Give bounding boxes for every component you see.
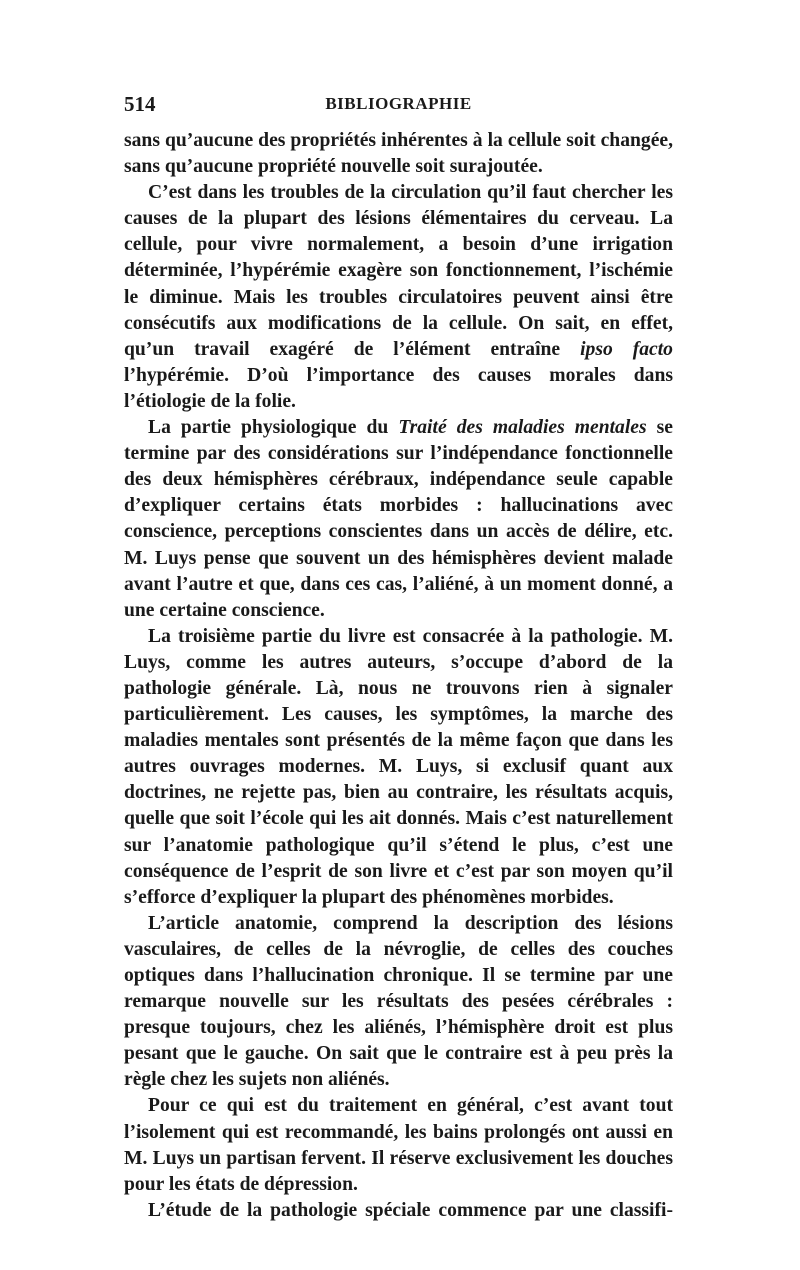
page-header [124,92,673,122]
page-number: 514 [124,92,156,116]
italic-book-title: Traité des maladies mentales [398,417,647,439]
paragraph-4: La troisième partie du livre est consacrée à la pathologie. M. Luys, comme les autres auteurs, s’occupe d’abord de la pathologie générale. Là, nous ne trouvons rien à signaler particulièrement. Les causes, les symptômes, la marche des maladies mentales sont présentés de la même façon que dans les autres ouvrages modernes. M. Luys, si exclusif quant aux doctrines, ne rejette pas, bien au contraire, les résultats acquis, quelle que soit l’école qui les ait donnés. Mais c’est naturellement sur l’anatomie pathologique qu’il s’étend le plus, c’est une conséquence de l’esprit de son livre et c’est par son moyen qu’il s’efforce d’expliquer la plupart des phénomènes morbides. [124,625,673,908]
italic-ipso-facto: ipso facto [580,338,673,360]
paragraph-6: Pour ce qui est du traitement en général, c’est avant tout l’isolement qui est recommandé, les bains prolongés ont aussi en M. Luys un partisan fervent. Il réserve exclusivement les douches pour les états de dépression. [124,1095,673,1195]
paragraph-2 [124,180,673,415]
paragraph-3-start: La partie physiologique du [148,417,389,439]
paragraph-7: L’étude de la pathologie spéciale commence par une classifi- [148,1199,673,1221]
paragraph-2-text: C’est dans les troubles de la circulation qu’il faut chercher les causes de la plupart des lésions élémentaires du cerveau. La cellule, pour vivre normalement, a besoin d’une irrigation déterminée, l’hypérémie exagère son fonctionnement, l’ischémie le diminue. Mais les troubles circulatoires peuvent ainsi être consécutifs aux modifications de la cellule. On sait, en effet, qu’un travail exagéré de l’élément entraîne [124,182,673,360]
paragraph-2-end: l’hypérémie. D’où l’importance des causes morales dans l’étiologie de la folie. [124,364,673,412]
running-head: BIBLIOGRAPHIE [325,94,472,113]
paragraph-1: sans qu’aucune des propriétés inhérentes à la cellule soit changée, sans qu’aucune propriété nouvelle soit surajoutée. [124,130,673,178]
paragraph-5: L’article anatomie, comprend la description des lésions vasculaires, de celles de la névroglie, de celles des couches optiques dans l’hallucination chronique. Il se termine par une remarque nouvelle sur les résultats des pesées cérébrales : presque toujours, chez les aliénés, l’hémisphère droit est plus pesant que le gauche. On sait que le contraire est à peu près la règle chez les sujets non aliénés. [124,912,673,1091]
body-text [124,128,673,1224]
paragraph-3 [124,415,673,624]
paragraph-3-end: se termine par des considérations sur l’indépendance fonctionnelle des deux hémisphères cérébraux, indépendance seule capable d’expliquer certains états morbides : hallucinations avec conscience, perceptions conscientes dans un accès de délire, etc. M. Luys pense que souvent un des hémisphères devient malade avant l’autre et que, dans ces cas, l’aliéné, à un moment donné, a une certaine conscience. [124,417,673,621]
